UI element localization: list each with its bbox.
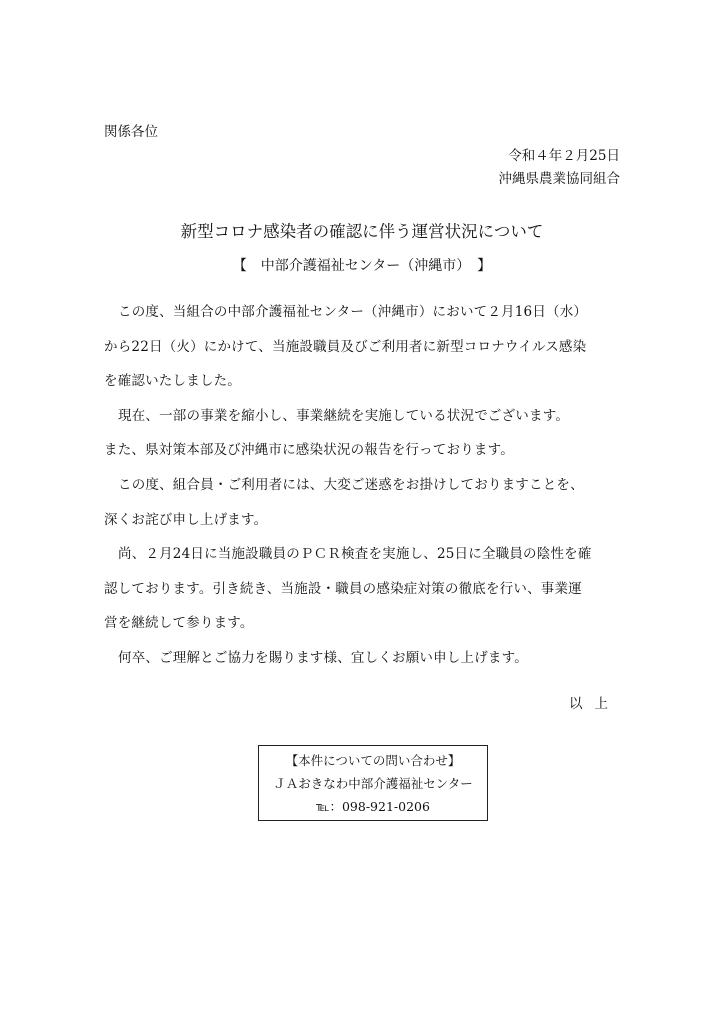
body-line: 深くお詫び申し上げます。 — [104, 511, 268, 528]
issuer-name: 沖縄県農業協同組合 — [498, 171, 620, 187]
body-line: 現在、一部の事業を縮小し、事業継続を実施している状況でございます。 — [118, 407, 570, 424]
body-line: 営を継続して参ります。 — [104, 615, 254, 632]
body-line: この度、当組合の中部介護福祉センター（沖縄市）において２月16日（水） — [118, 304, 588, 320]
body-line: この度、組合員・ご利用者には、大変ご迷惑をお掛けしておりますことを、 — [118, 476, 584, 493]
facility-subtitle: 【 中部介護福祉センター（沖縄市） 】 — [232, 258, 492, 274]
closing-mark: 以上 — [569, 696, 620, 712]
notice-body — [104, 302, 624, 683]
contact-organization: ＪＡおきなわ中部介護福祉センター — [273, 776, 473, 791]
body-line: また、県対策本部及び沖縄市に感染状況の報告を行っております。 — [104, 442, 514, 459]
body-line: 尚、２月24日に当施設職員のＰＣＲ検査を実施し、25日に全職員の陰性を確 — [118, 546, 592, 563]
document-title: 新型コロナ感染者の確認に伴う運営状況について — [180, 222, 544, 241]
body-line: 何卒、ご理解とご協力を賜ります様、宜しくお願い申し上げます。 — [118, 649, 528, 666]
body-line: から22日（火）にかけて、当施設職員及びご利用者に新型コロナウイルス感染 — [104, 338, 587, 355]
contact-phone: ℡：098-921-0206 — [316, 799, 430, 814]
body-line: 認しております。引き続き、当施設・職員の感染症対策の徹底を行い、事業運 — [104, 580, 582, 597]
issue-date: 令和４年２月25日 — [508, 148, 620, 164]
contact-heading: 【本件についての問い合わせ】 — [285, 753, 461, 768]
body-line: を確認いたしました。 — [104, 373, 241, 390]
addressee: 関係各位 — [104, 124, 158, 140]
contact-box — [258, 745, 488, 821]
